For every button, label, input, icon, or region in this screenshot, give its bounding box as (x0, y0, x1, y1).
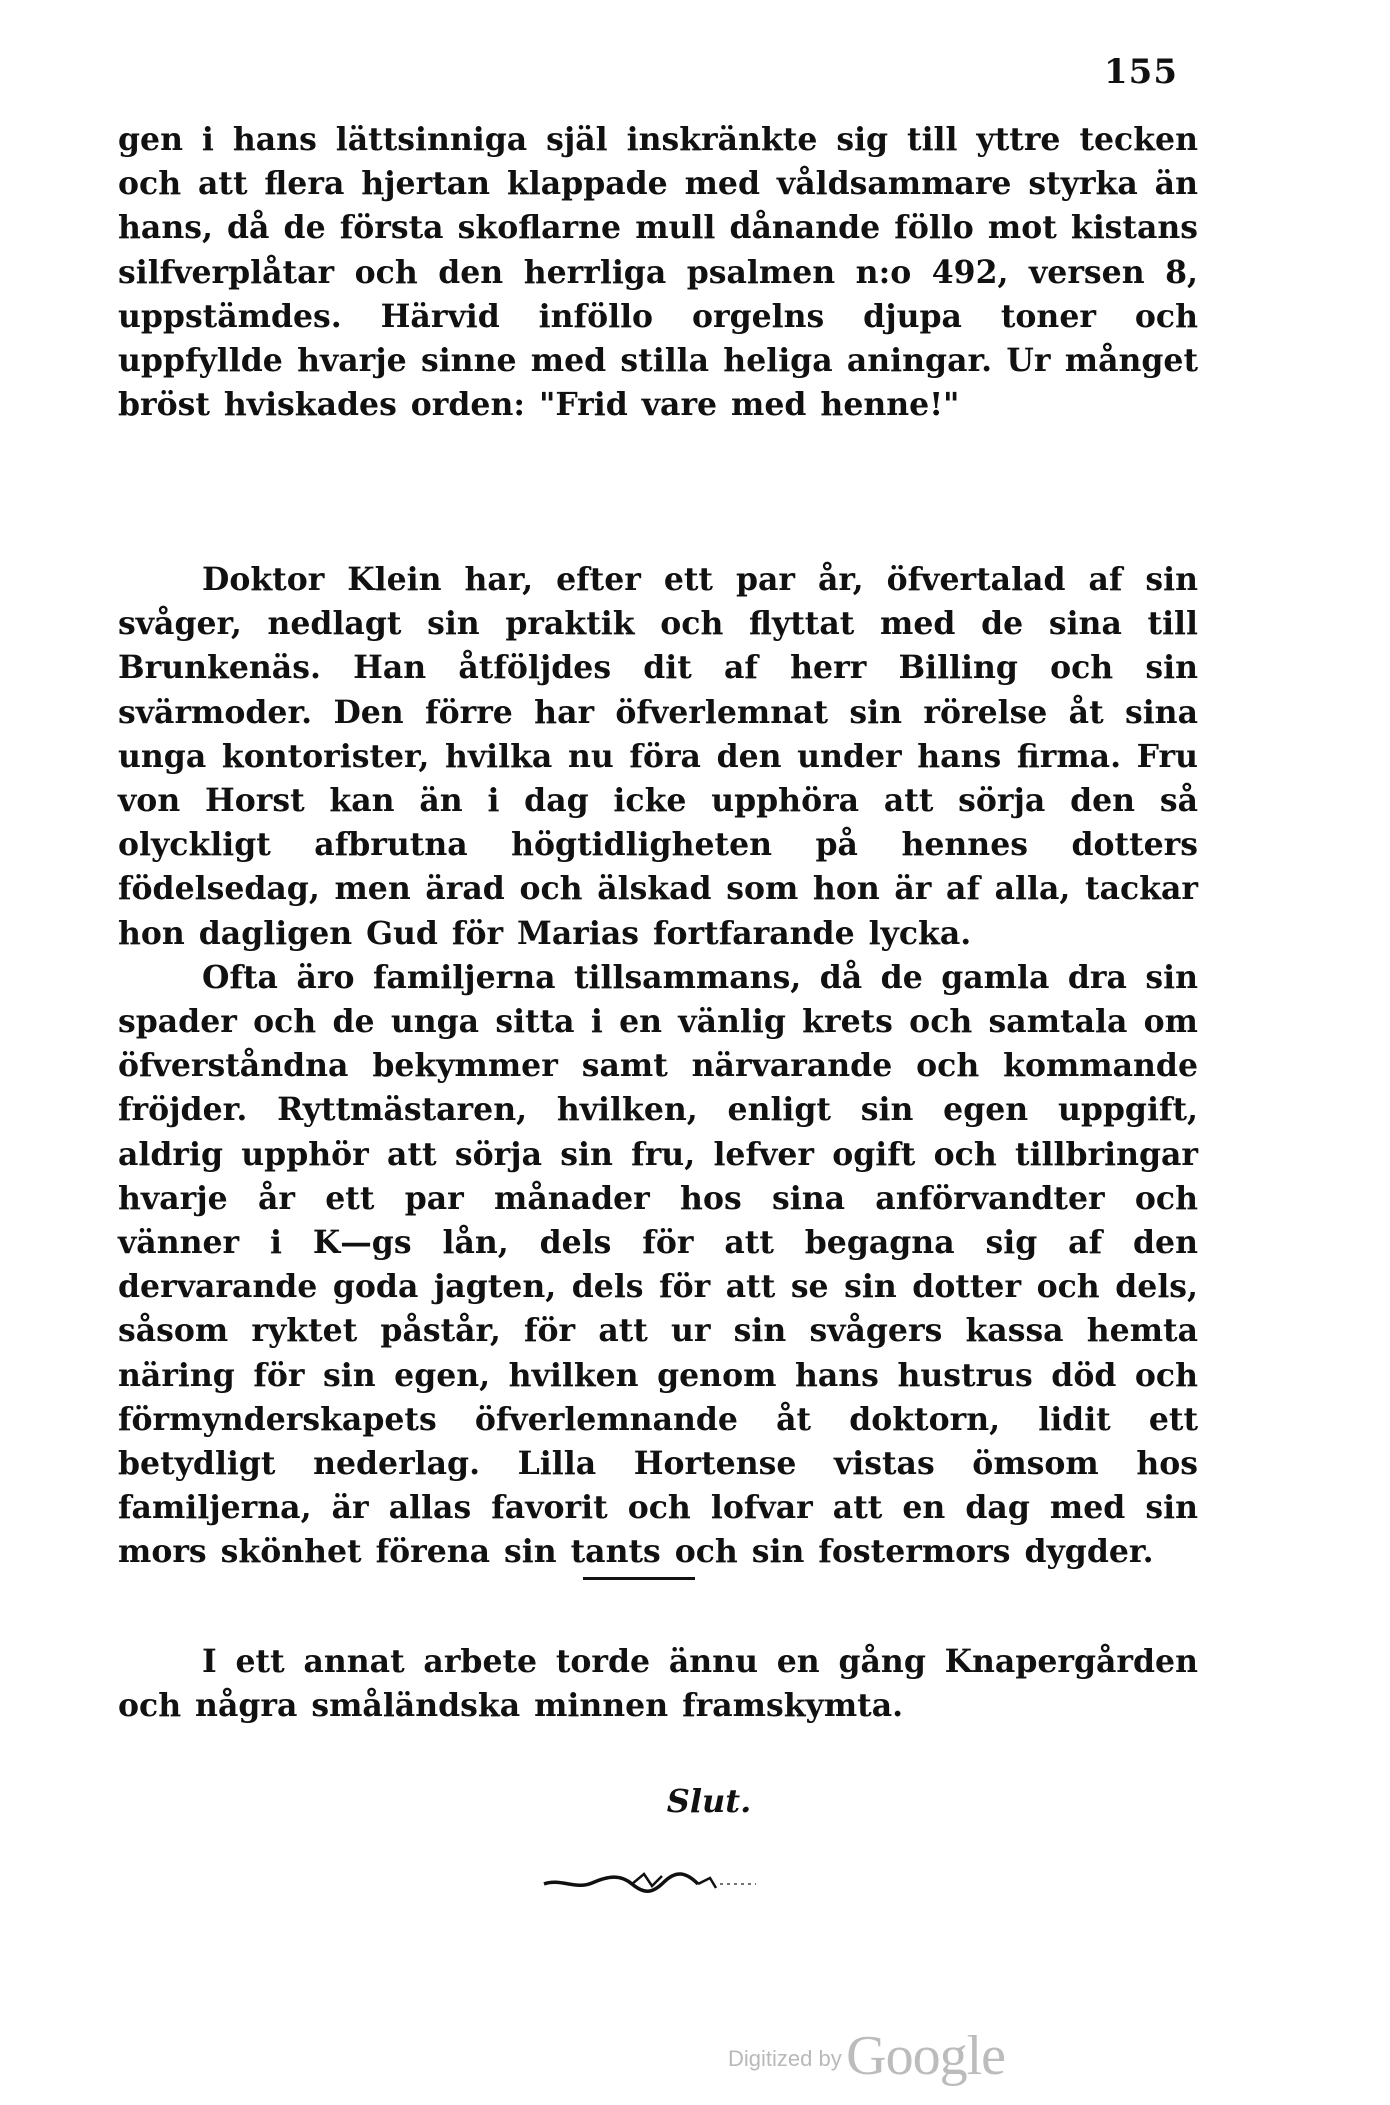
tailpiece-ornament-icon (540, 1868, 760, 1898)
page-number: 155 (1104, 52, 1178, 92)
text-block-bottom (118, 1640, 1198, 1728)
section-divider (583, 1577, 695, 1580)
end-word: Slut. (666, 1782, 752, 1820)
text-block-top (118, 118, 1198, 427)
paragraph: Ofta äro familjerna tillsammans, då de gamla dra sin spader och de unga sitta i en vänlig krets och samtala om öfverståndna bekymmer samt närvarande och kommande fröjder. Ryttmästaren, hvilken, enligt sin egen uppgift, aldrig upphör att sörja sin fru, lefver ogift och tillbringar hvarje år ett par månader hos sina anförvandter och vänner i K—gs lån, dels för att begagna sig af den dervarande goda jagten, dels för att se sin dotter och dels, såsom ryktet påstår, för att ur sin svågers kassa hemta näring för sin egen, hvilken genom hans hustrus död och förmynderskapets öfverlemnande åt doktorn, lidit ett betydligt nederlag. Lilla Hortense vistas ömsom hos familjerna, är allas favorit och lofvar att en dag med sin mors skönhet förena sin tants och sin fostermors dygder. (118, 958, 1198, 1571)
watermark-prefix: Digitized by (728, 2046, 842, 2071)
paragraph: I ett annat arbete torde ännu en gång Knapergården och några småländska minnen framskymta. (118, 1643, 1198, 1725)
text-block-middle (118, 558, 1198, 1575)
paragraph: Doktor Klein har, efter ett par år, öfvertalad af sin svåger, nedlagt sin praktik och flyttat med de sina till Brunkenäs. Han åtföljdes dit af herr Billing och sin svärmoder. Den förre har öfverlemnat sin rörelse åt sina unga kontorister, hvilka nu föra den under hans firma. Fru von Horst kan än i dag icke upphöra att sörja den så olyckligt afbrutna högtidligheten på hennes dotters födelsedag, men ärad och älskad som hon är af alla, tackar hon dagligen Gud för Marias fortfarande lycka. (118, 561, 1198, 952)
digitized-watermark (728, 2024, 1005, 2088)
paragraph: gen i hans lättsinniga själ inskränkte sig till yttre tecken och att flera hjertan klappade med våldsammare styrka än hans, då de första skoflarne mull dånande föllo mot kistans silfverplåtar och den herrliga psalmen n:o 492, versen 8, uppstämdes. Härvid inföllo orgelns djupa toner och uppfyllde hvarje sinne med stilla heliga aningar. Ur månget bröst hviskades orden: "Frid vare med henne!" (118, 121, 1198, 424)
watermark-brand: Google (846, 2025, 1006, 2087)
